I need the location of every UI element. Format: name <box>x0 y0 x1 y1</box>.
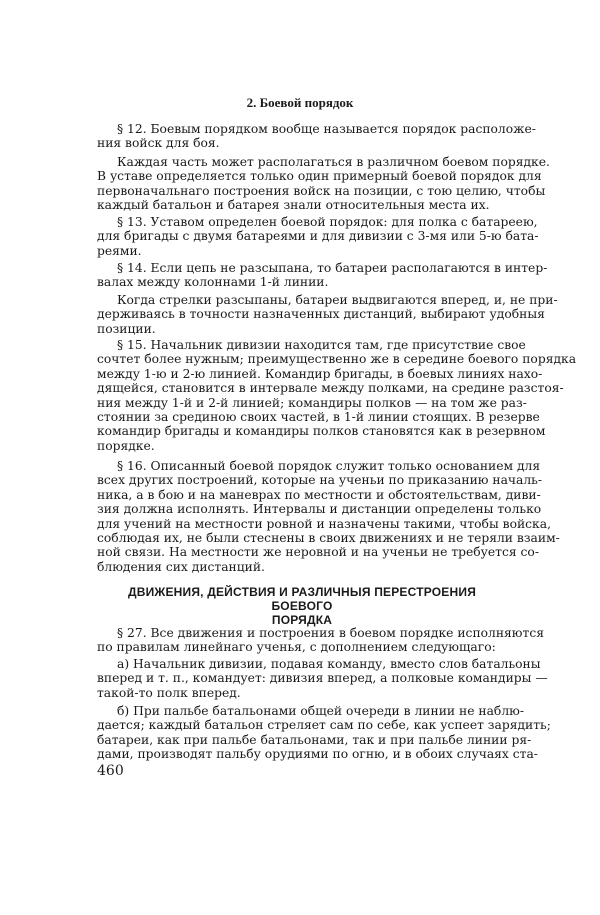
text-line: ния войск для боя. <box>97 136 220 151</box>
text-line: § 12. Боевым порядком вообще называется порядок расположе- <box>117 122 536 136</box>
text-line: § 15. Начальник дивизии находится там, где присутствие свое <box>117 338 526 352</box>
text-line: б) При пальбе батальонами общей очереди в линии не наблю- <box>117 704 524 718</box>
paragraph <box>97 215 539 258</box>
text-line: ника, а в бою и на маневрах по местности и обстоятельствам, диви- <box>97 487 541 502</box>
section-title: 2. Боевой порядок <box>246 95 354 110</box>
text-line: батареи, как при пальбе батальонами, так и при пальбе линии ря- <box>97 732 532 747</box>
paragraph <box>97 293 558 336</box>
text-line: вперед и т. п., командует: дивизия вперед, а полковые командиры — <box>97 671 548 686</box>
text-line: дами, производят пальбу орудиями по огню, и в обоих случаях ста- <box>97 747 538 762</box>
text-line: § 16. Описанный боевой порядок служит только основанием для <box>117 459 541 473</box>
page-number: 460 <box>97 763 124 779</box>
text-line: § 14. Если цепь не разсыпана, то батареи располагаются в интер- <box>117 261 548 275</box>
text-line: для бригады с двумя батареями и для дивизии с 3-мя или 5-ю бата- <box>97 229 539 244</box>
text-line: В уставе определяется только один примерный боевой порядок для <box>97 169 542 184</box>
text-line: по правилам линейнаго ученья, с дополнением следующаго: <box>97 640 496 655</box>
paragraph <box>97 704 551 762</box>
heading-line: ПОРЯДКА <box>271 613 333 627</box>
text-line: Каждая часть может располагаться в различном боевом порядке. <box>117 155 550 169</box>
text-line: § 13. Уставом определен боевой порядок: для полка с батареею, <box>117 215 538 229</box>
text-line: соблюдая их, не были стеснены в своих движениях и не теряли взаим- <box>97 531 560 546</box>
text-line: всех других построений, которые на ученьи по приказанию началь- <box>97 473 543 488</box>
paragraph <box>97 338 577 453</box>
section-heading-2 <box>97 585 507 627</box>
text-line: позиции. <box>97 321 156 336</box>
text-line: держиваясь в точности назначенных дистанций, выбирают удобныя <box>97 307 545 322</box>
text-line: а) Начальник дивизии, подавая команду, вместо слов батальоны <box>117 657 541 671</box>
text-line: реями. <box>97 243 142 258</box>
paragraph <box>97 261 548 290</box>
text-line: для учений на местности ровной и назначены такими, чтобы войска, <box>97 516 551 531</box>
text-line: ния между 1-й и 2-й линией; командиры полков — на том же раз- <box>97 395 527 410</box>
text-line: зия должна исполнять. Интервалы и дистанции определены только <box>97 502 542 517</box>
paragraph <box>97 626 544 655</box>
text-line: дается; каждый батальон стреляет сам по себе, как успеет зарядить; <box>97 718 551 733</box>
text-line: валах между колоннами 1-й линии. <box>97 275 329 290</box>
text-line: блюдения сих дистанций. <box>97 559 265 574</box>
text-line: ной связи. На местности же неровной и на ученьи не требуется со- <box>97 545 539 560</box>
heading-line: ДВИЖЕНИЯ, ДЕЙСТВИЯ И РАЗЛИЧНЫЯ ПЕРЕСТРОЕНИЯ БОЕВОГО <box>127 585 477 613</box>
paragraph <box>97 122 536 151</box>
text-line: стоянии за срединою своих частей, в 1-й линии стоящих. В резерве <box>97 410 540 425</box>
text-line: порядке. <box>97 438 155 453</box>
paragraph <box>97 155 550 213</box>
text-line: командир бригады и командиры полков становятся как в резервном <box>97 424 546 439</box>
text-line: дящейся, становится в интервале между полками, на средине разстоя- <box>97 381 564 396</box>
text-line: такой-то полк вперед. <box>97 685 241 700</box>
paragraph <box>97 657 548 700</box>
text-line: первоначальнаго построения войск на позиции, с тою целию, чтобы <box>97 183 546 198</box>
text-line: каждый батальон и батарея знали относительныя места их. <box>97 198 490 213</box>
text-line: Когда стрелки разсыпаны, батареи выдвигаются вперед, и, не при- <box>117 293 558 307</box>
text-line: между 1-ю и 2-ю линией. Командир бригады, в боевых линиях нахо- <box>97 366 543 381</box>
text-line: сочтет более нужным; преимущественно же в середине боевого порядка <box>97 352 577 367</box>
paragraph <box>97 459 560 574</box>
text-line: § 27. Все движения и построения в боевом порядке исполняются <box>117 626 544 640</box>
